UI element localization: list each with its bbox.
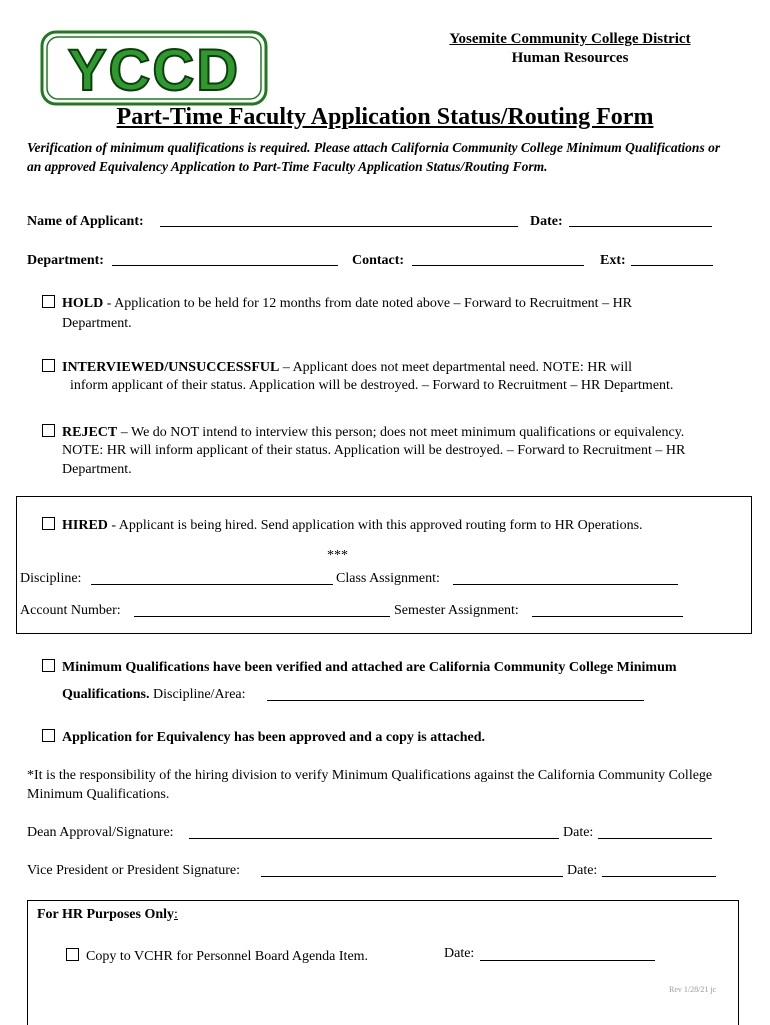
responsibility-note: *It is the responsibility of the hiring division to verify Minimum Qualifications against the California Community College Minimum Qualifications.: [27, 768, 713, 802]
reject-text-cont2: Department.: [62, 462, 132, 477]
interviewed-checkbox[interactable]: [42, 359, 55, 372]
vp-signature-field[interactable]: [261, 864, 563, 877]
department-field[interactable]: [112, 253, 338, 266]
hired-option: [42, 516, 742, 535]
discipline-area-label: Discipline/Area:: [153, 687, 246, 702]
hired-title: HIRED: [62, 518, 108, 533]
hold-option: [42, 294, 742, 313]
interviewed-text-cont: inform applicant of their status. Application will be destroyed. – Forward to Recruitment – HR Department.: [70, 378, 674, 393]
discipline-area-field[interactable]: [267, 688, 644, 701]
reject-title: REJECT: [62, 425, 118, 440]
minquals-checkbox[interactable]: [42, 659, 55, 672]
dean-date-field[interactable]: [598, 826, 712, 839]
dean-date-label: Date:: [563, 825, 594, 840]
hold-title: HOLD: [62, 296, 104, 311]
ext-field[interactable]: [631, 253, 713, 266]
interviewed-title: INTERVIEWED/UNSUCCESSFUL: [62, 360, 280, 375]
class-assignment-field[interactable]: [453, 572, 678, 585]
name-label: Name of Applicant:: [27, 214, 144, 229]
contact-label: Contact:: [352, 253, 405, 268]
logo-text: YCCD: [67, 38, 241, 103]
hr-date-label: Date:: [444, 946, 475, 961]
hold-text-cont: Department.: [62, 316, 132, 331]
account-number-field[interactable]: [134, 604, 390, 617]
dean-signature-field[interactable]: [189, 826, 559, 839]
hired-text: - Applicant is being hired. Send application with this approved routing form to HR Operations.: [107, 518, 643, 533]
hr-date-field[interactable]: [480, 948, 655, 961]
dean-approval-label: Dean Approval/Signature:: [27, 825, 174, 840]
vp-signature-label: Vice President or President Signature:: [27, 863, 241, 878]
date-field[interactable]: [569, 214, 712, 227]
name-field[interactable]: [160, 214, 518, 227]
minquals-qualifications: Qualifications.: [62, 687, 150, 702]
hr-title-suffix: :: [174, 907, 178, 922]
hr-title-text: For HR Purposes Only: [37, 907, 175, 922]
reject-checkbox[interactable]: [42, 424, 55, 437]
vp-date-label: Date:: [567, 863, 598, 878]
hr-copy-option: [66, 947, 368, 966]
hr-copy-checkbox[interactable]: [66, 948, 79, 961]
form-title: Part-Time Faculty Application Status/Routing Form: [116, 104, 654, 130]
department-name: Human Resources: [511, 50, 629, 66]
revision-note: Rev 1/28/21 jc: [669, 985, 717, 994]
ycc-logo: [40, 30, 268, 106]
department-label: Department:: [27, 253, 104, 268]
equivalency-text: Application for Equivalency has been approved and a copy is attached.: [62, 730, 486, 745]
organization-header: [380, 30, 760, 68]
reject-text-cont: NOTE: HR will inform applicant of their status. Application will be destroyed. – Forward to Recruitment – HR: [62, 443, 686, 458]
section-separator: ***: [327, 548, 348, 563]
account-number-label: Account Number:: [20, 603, 121, 618]
class-assignment-label: Class Assignment:: [336, 571, 440, 586]
equivalency-option: [42, 728, 742, 747]
vp-date-field[interactable]: [602, 864, 716, 877]
name-row: [27, 212, 144, 230]
date-label: Date:: [530, 214, 563, 229]
equivalency-checkbox[interactable]: [42, 729, 55, 742]
reject-option: [42, 423, 762, 442]
interviewed-option: [42, 358, 742, 377]
hold-text: - Application to be held for 12 months from date noted above – Forward to Recruitment – HR: [103, 296, 633, 311]
hired-checkbox[interactable]: [42, 517, 55, 530]
minquals-line2: [62, 685, 246, 704]
contact-field[interactable]: [412, 253, 584, 266]
minquals-text: Minimum Qualifications have been verified and attached are California Community College Minimum: [62, 660, 677, 675]
intro-text: Verification of minimum qualifications is required. Please attach California Community College Minimum Qualifications or an approved Equivalency Application to Part-Time Faculty Application Status/Routing Form.: [27, 140, 721, 174]
org-name: Yosemite Community College District: [449, 31, 691, 47]
semester-assignment-label: Semester Assignment:: [394, 603, 519, 618]
ext-label: Ext:: [600, 253, 626, 268]
reject-text: – We do NOT intend to interview this person; does not meet minimum qualifications or equivalency.: [117, 425, 685, 440]
hr-copy-text: Copy to VCHR for Personnel Board Agenda Item.: [86, 949, 369, 964]
discipline-label: Discipline:: [20, 571, 82, 586]
hr-title: [37, 905, 178, 924]
hold-checkbox[interactable]: [42, 295, 55, 308]
semester-assignment-field[interactable]: [532, 604, 683, 617]
minquals-option: [42, 658, 762, 677]
interviewed-text: – Applicant does not meet departmental need. NOTE: HR will: [279, 360, 632, 375]
discipline-field[interactable]: [91, 572, 333, 585]
